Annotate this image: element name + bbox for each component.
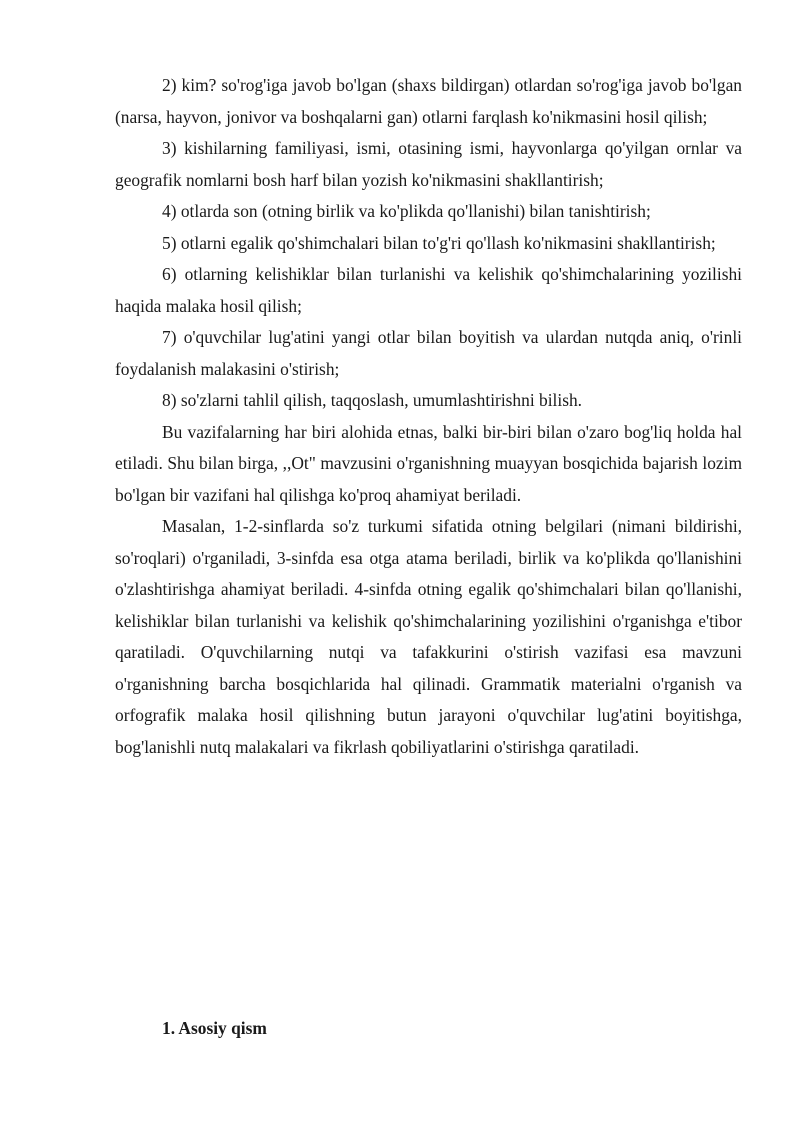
paragraph-example: Masalan, 1-2-sinflarda so'z turkumi sifatida otning belgilari (nimani bildirishi, so'roqlari) o'rganiladi, 3-sinfda esa otga atama beriladi, birlik va ko'plikda qo'llanishini o'zlashtirishga ahamiyat beriladi. 4-sinfda otning egalik qo'shimchalari bilan qo'llanishi, kelishiklar bilan turlanishi va kelishik qo'shimchalarining yozilishini o'rganishga e'tibor qaratiladi. O'quvchilarning nutqi va tafakkurini o'stirish vazifasi esa mavzuni o'rganishning barcha bosqichlarida hal qilinadi. Grammatik materialni o'rganish va orfografik malaka hosil qilishning butun jarayoni o'quvchilar lug'atini boyitishga, bog'lanishli nutq malakalari va fikrlash qobiliyatlarini o'stirishga qaratiladi. bbox=[115, 516, 742, 757]
paragraph-item-6: 6) otlarning kelishiklar bilan turlanishi va kelishik qo'shimchalarining yozilishi haqida malaka hosil qilish; bbox=[115, 264, 742, 316]
document-body bbox=[115, 70, 742, 763]
paragraph-tasks-summary: Bu vazifalarning har biri alohida etnas, balki bir-biri bilan o'zaro bog'liq holda hal etiladi. Shu bilan birga, ,,Ot" mavzusini o'rganishning muayyan bosqichida bajarish lozim bo'lgan bir vazifani hal qilishga ko'proq ahamiyat beriladi. bbox=[115, 421, 742, 505]
paragraph-item-5: 5) otlarni egalik qo'shimchalari bilan to'g'ri qo'llash ko'nikmasini shakllantirish; bbox=[162, 232, 716, 253]
paragraph-item-2: 2) kim? so'rog'iga javob bo'lgan (shaxs bildirgan) otlardan so'rog'iga javob bo'lgan (narsa, hayvon, jonivor va boshqalarni gan) otlarni farqlash ko'nikmasini hosil qilish; bbox=[115, 75, 742, 127]
paragraph-item-3: 3) kishilarning familiyasi, ismi, otasining ismi, hayvonlarga qo'yilgan ornlar va geografik nomlarni bosh harf bilan yozish ko'nikmasini shakllantirish; bbox=[115, 138, 742, 190]
paragraph-item-4: 4) otlarda son (otning birlik va ko'plikda qo'llanishi) bilan tanishtirish; bbox=[162, 201, 651, 221]
paragraph-item-7: 7) o'quvchilar lug'atini yangi otlar bilan boyitish va ulardan nutqda aniq, o'rinli foydalanish malakasini o'stirish; bbox=[115, 327, 742, 379]
section-heading: 1. Asosiy qism bbox=[162, 1018, 267, 1038]
paragraph-item-8: 8) so'zlarni tahlil qilish, taqqoslash, umumlashtirishni bilish. bbox=[162, 390, 582, 410]
